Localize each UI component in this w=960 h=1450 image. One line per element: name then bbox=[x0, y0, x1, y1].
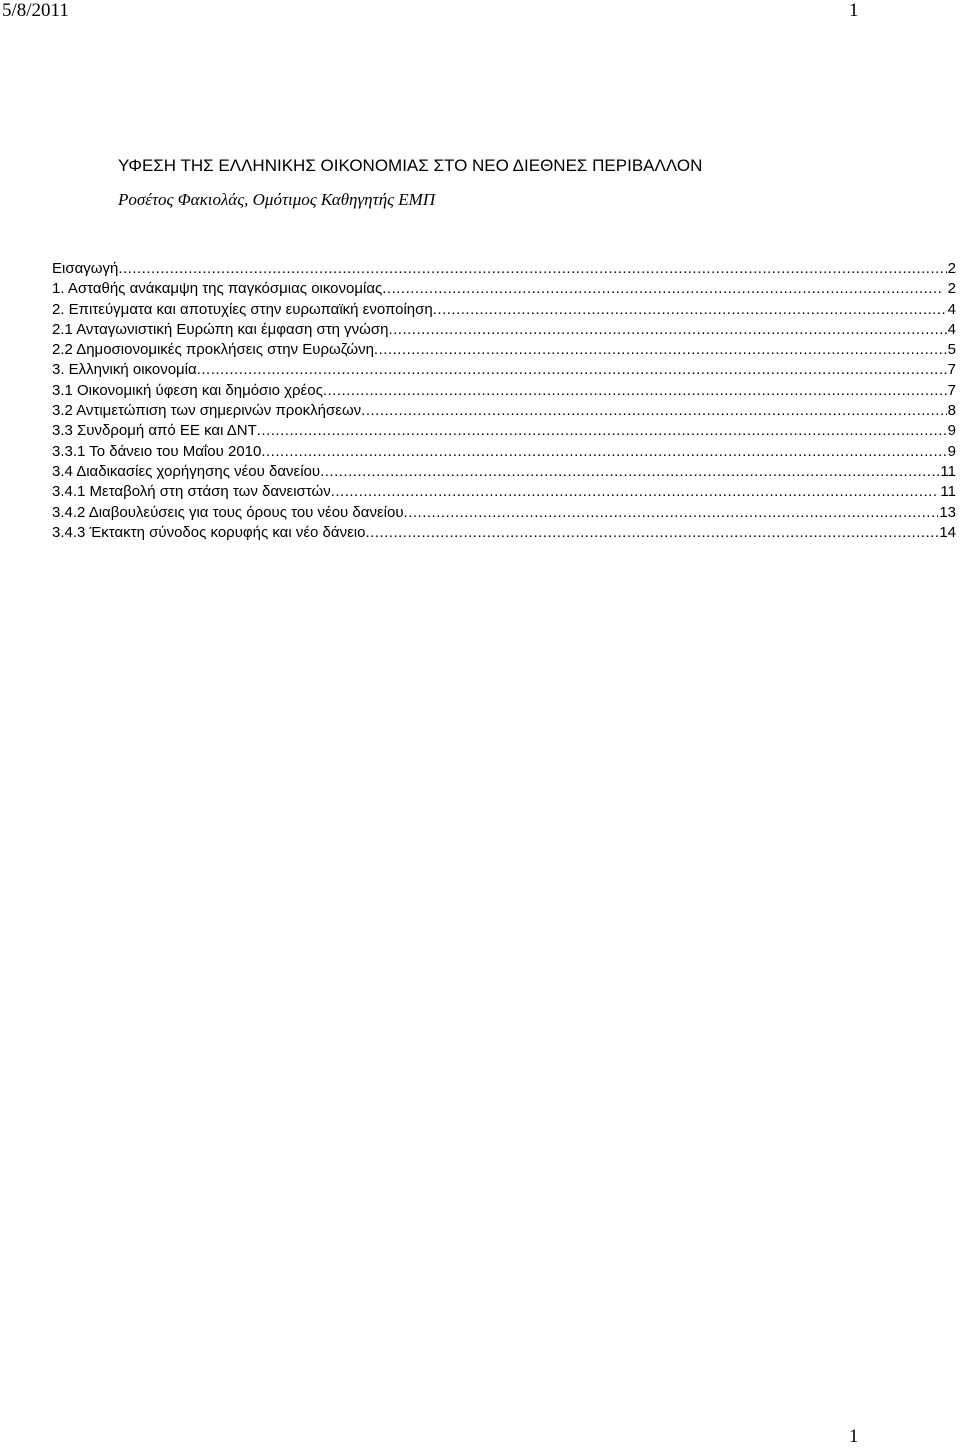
toc-entry-page: 11 bbox=[940, 462, 956, 480]
toc-entry-page: 13 bbox=[939, 503, 956, 521]
toc-entry-label: 3.3 Συνδρομή από ΕΕ και ΔΝΤ bbox=[52, 422, 257, 440]
toc-entry-label: 3.4.2 Διαβουλεύσεις για τους όρους του νέου δανείου bbox=[52, 503, 404, 521]
toc-entry-page: 9 bbox=[947, 442, 956, 460]
toc-entry-label: 3.4 Διαδικασίες χορήγησης νέου δανείου bbox=[52, 462, 321, 480]
toc-entry[interactable] bbox=[52, 421, 956, 441]
toc-leader-dots bbox=[382, 279, 941, 299]
toc-entry[interactable] bbox=[52, 360, 956, 380]
toc-entry[interactable] bbox=[52, 401, 956, 421]
toc-leader-dots bbox=[388, 320, 946, 340]
toc-leader-dots bbox=[118, 259, 946, 279]
toc-entry-page: 14 bbox=[939, 523, 956, 541]
toc-leader-dots bbox=[365, 523, 938, 543]
toc-entry[interactable] bbox=[52, 482, 956, 502]
toc-entry-label: 1. Ασταθής ανάκαμψη της παγκόσμιας οικονομίας bbox=[52, 280, 383, 298]
toc-entry-page: 7 bbox=[947, 381, 956, 399]
toc-entry-label: 2. Επιτεύγματα και αποτυχίες στην ευρωπαϊκή ενοποίηση bbox=[52, 300, 433, 318]
toc-entry-page: 11 bbox=[940, 483, 956, 501]
footer-page-number: 1 bbox=[849, 1426, 859, 1447]
toc-entry-page: 8 bbox=[947, 402, 956, 420]
document-title: ΥΦΕΣΗ ΤΗΣ ΕΛΛΗΝΙΚΗΣ ΟΙΚΟΝΟΜΙΑΣ ΣΤΟ ΝΕΟ ΔΙΕΘΝΕΣ ΠΕΡΙΒΑΛΛΟΝ bbox=[118, 156, 703, 175]
toc-entry-page: 4 bbox=[947, 300, 956, 318]
toc-entry[interactable] bbox=[52, 462, 956, 482]
document-author: Ροσέτος Φακιολάς, Ομότιμος Καθηγητής ΕΜΠ bbox=[118, 190, 436, 209]
toc-entry-label: 3.4.3 Έκτακτη σύνοδος κορυφής και νέο δάνειο bbox=[52, 523, 366, 541]
toc-leader-dots bbox=[433, 300, 947, 320]
toc-entry[interactable] bbox=[52, 442, 956, 462]
toc-entry-label: 3.4.1 Μεταβολή στη στάση των δανειστών bbox=[52, 483, 331, 501]
toc-entry[interactable] bbox=[52, 503, 956, 523]
toc-entry-label: 3. Ελληνική οικονομία bbox=[52, 361, 197, 379]
toc-entry[interactable] bbox=[52, 340, 956, 360]
toc-leader-dots bbox=[257, 421, 947, 441]
toc-leader-dots bbox=[361, 401, 946, 421]
toc-entry[interactable] bbox=[52, 320, 956, 340]
toc-entry-page: 4 bbox=[947, 320, 956, 338]
toc-entry-page: 9 bbox=[947, 422, 956, 440]
toc-leader-dots bbox=[320, 462, 939, 482]
toc-leader-dots bbox=[404, 503, 939, 523]
table-of-contents bbox=[52, 259, 956, 543]
toc-entry-page: 2 bbox=[947, 260, 956, 277]
toc-entry-label: 3.2 Αντιμετώπιση των σημερινών προκλήσεων bbox=[52, 402, 362, 420]
toc-entry-label: 2.1 Ανταγωνιστική Ευρώπη και έμφαση στη γνώση bbox=[52, 320, 389, 338]
toc-entry[interactable] bbox=[52, 381, 956, 401]
toc-entry-label: Εισαγωγή bbox=[52, 260, 119, 277]
toc-entry-page: 5 bbox=[947, 341, 956, 359]
toc-entry[interactable] bbox=[52, 259, 956, 279]
toc-leader-dots bbox=[331, 482, 940, 502]
toc-entry-page: 2 bbox=[947, 280, 956, 298]
header-date: 5/8/2011 bbox=[2, 0, 69, 21]
toc-leader-dots bbox=[374, 340, 947, 360]
toc-leader-dots bbox=[197, 360, 947, 380]
toc-entry-label: 3.3.1 Το δάνειο του Μαΐου 2010 bbox=[52, 442, 262, 460]
toc-entry-label: 3.1 Οικονομική ύφεση και δημόσιο χρέος bbox=[52, 381, 323, 399]
toc-entry[interactable] bbox=[52, 300, 956, 320]
header-page-number: 1 bbox=[849, 0, 859, 21]
toc-entry-page: 7 bbox=[947, 361, 956, 379]
toc-entry-label: 2.2 Δημοσιονομικές προκλήσεις στην Ευρωζώνη bbox=[52, 341, 374, 359]
toc-entry[interactable] bbox=[52, 523, 956, 543]
toc-leader-dots bbox=[323, 381, 947, 401]
toc-entry[interactable] bbox=[52, 279, 956, 299]
toc-leader-dots bbox=[261, 442, 946, 462]
